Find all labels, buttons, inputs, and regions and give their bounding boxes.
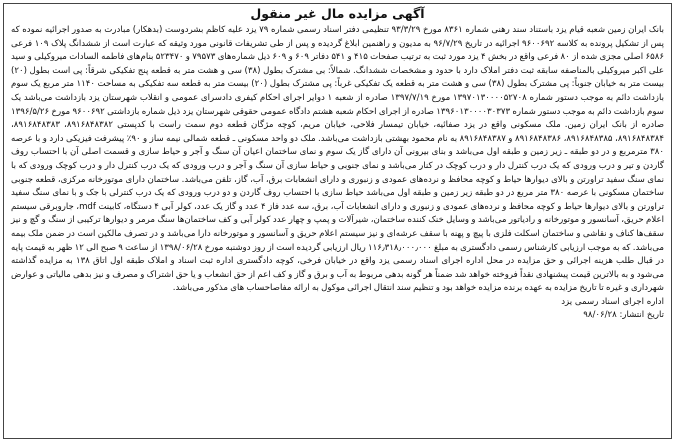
auction-notice — [3, 3, 672, 439]
notice-title: آگهی مزایده مال غیر منقول — [250, 6, 425, 21]
notice-office: اداره اجرای اسناد رسمی یزد — [561, 296, 664, 307]
notice-footer — [4, 296, 671, 323]
notice-date: تاریخ انتشار: ۹۸/۰۶/۲۸ — [583, 310, 664, 321]
notice-body: بانک ایران زمین شعبه قیام یزد باستناد سند رهنی شماره ۸۳۶۱ مورخ ۹۳/۳/۲۹ تنظیمی دفتر اسناد رسمی شماره ۷۹ یزد علیه کاظم بشردوست (بدهکار) مبادرت به صدور اجرائیه نموده که پس از تشکیل پرونده به کلاسه ۹۶۰۰۶۹۲ اجرائیه در تاریخ ۹۶/۷/۲۹ به مدیون و راهنمین ابلاغ گردیده و پس از طی تشریفات قانونی مورد وثیقه که عبارت است از ششدانگ پلاک ۱۰۹ فرعی ۶۵۸۶ اصلی مجزی شده از ۸۰ فرعی واقع در بخش ۴ یزد مورد ثبت به ترتیب صفحات ۴۱۵ و ۵۴۱ دفاتر ۶۰۹ و ۶۰۹ ذیل شماره‌های ۷۹۵۷۳ و ۵۲۳۴۷۰ بنام‌های فاطمه السادات میروکیلی و سید علی اکبر میروکیلی بالمناصفه سابقه ثبت دفتر املاک دارد با حدود و مشخصات ششدانگ. شمالاً: بی مشترک بطول (۳۸) سی و هشت متر به قطعه پنج تفکیکی شرقاً: پی است بطول (۲۰) بیست متر به خیابان جنوباً: پی مشترک بطول (۳۸) سی و هشت متر به قطعه یک تفکیکی غرباً: پی مشترک بطول (۲۰) بیست متر به قطعه سه تفکیکی به مساحت ۱۱۴۰ متر مربع یک سوم بازداشت دائم به موجب دستور شماره ۱۳۹۷۰۱۳۰۰۰۰۵۲۷۰۸ مورخ ۱۳۹۷/۷/۱۹ صادره از شعبه ۱ دوایر اجرای احکام کیفری دادسرای عمومی و انقلاب شهرستان یزد بازداشت می‌باشد یک سوم بازداشت دائم به موجب دستور شماره ۱۳۹۶۰۱۳۰۰۰۰۳۰۳۷۳ صادره از اجرای احکام شعبه هشتم دادگاه عمومی حقوقی شهرستان یزد ذیل شماره بازداشتی ۹۶۰۰۶۹۲ مورخ ۱۳۹۶/۵/۲۶ صادره از بانک ایران زمین. ملک مسکونی واقع در یزد صفائیه، خیابان تیمسار فلاحی، خیابان مریم، کوچه مژگان قطعه دوم سمت راست با کدپستی ۸۹۱۶۸۴۸۳۸۲، ۸۹۱۶۸۴۸۳۸۳، ۸۹۱۶۸۴۸۳۸۴، ۸۹۱۶۸۴۸۳۸۵، ۸۹۱۶۸۴۸۳۸۶ و ۸۹۱۶۸۴۸۳۸۷ به نام محمود بهشتی بازداشت می‌باشد. ملک دو واحد مسکونی ـ قطعه شمالی نیمه ساز و ۹۰٪ پیشرفت فیزیکی دارد و با عرصه ۳۸۰ مترمربع و در دو طبقه ـ زیر زمین و طبقه اول می‌باشد و بنای بیرونی آن دارای گاز یک سوم و نمای ساختمان اعیان آن سنگ و آجر و حیاط سازی و قسمت اصلی آن با احتساب روف گاردن و تیر و درب ورودی که یک درب کنترل دار و درب کوچک در کنار می‌باشد و نمای جنوبی و حیاط سازی آن سنگ و آجر و درب ورودی که یک درب کنترل دار و درب کوچک ورودی که با نمای سنگ سفید تراورتن و بالای دیوارها حیاط و کوچه محافظ و نرده‌های عمودی و زنبوری و دارای انشعابات برق، آب، گاز، تلفن می‌باشد. ساختمان دارای موتورخانه مرکزی، قطعه جنوبی ساختمان مسکونی با عرصه ۳۸۰ متر مربع در دو طبقه زیر زمین و طبقه اول می‌باشد حیاط سازی با احتساب روف گاردن و دو درب ورودی که یک درب کنترلی با جک و با نمای سنگ سفید تراورتن و بالای دیوارها حیاط و کوچه محافظ و نرده‌های عمودی و زنبوری و دارای انشعابات آب، برق، سه عدد فاز ۴ عدد و گاز یک عدد، کولر آبی ۴ دستگاه، کابینت mdf، جاروبرقی سیستم اعلام حریق، آسانسور و موتورخانه و رادیاتور می‌باشد و وسایل خنک کننده ساختمان، شیرآلات و پمپ و چهار عدد کولر آبی و کف ساختمان‌ها سنگ مرمر و دیوارها ترکیبی از سنگ و گچ و نیز سقف‌ها کناف و نقاشی و ساختمان اسکلت فلزی با پیچ و پهنه با سقف عرشه‌ای و نیز سیستم اعلام حریق و آسانسور و موتورخانه دارا می‌باشد و در تصرف مالکین است در ضمن ملک بیمه می‌باشد. که به موجب ارزیابی کارشناس رسمی دادگستری به مبلغ ۱۱۶٫۳۱۸٫۰۰۰٫۰۰۰ ریال ارزیابی گردیده است از روز دوشنبه مورخ ۱۳۹۸/۰۶/۲۸ از ساعت ۹ صبح الی ۱۲ ظهر به قیمت پایه در قبال طلب هزینه اجرائی و حق مزایده در محل اداره اجرای اسناد رسمی یزد واقع در خیابان فرخی، کوچه دادگستری اداره ثبت اسناد و املاک طبقه اول اتاق ۱۳۸ به مزایده گذاشته می‌شود و به بالاترین قیمت پیشنهادی نقداً فروخته خواهد شد ضمناً هر گونه بدهی مربوط به آب و برق و گاز و کف اعم از حق انشعاب و یا حق اشتراک و مصرف و نیز بدهی مالیاتی و عوارض شهرداری و غیره تا تاریخ مزایده به عهده برنده مزایده خواهد بود و تنظیم سند انتقال اجرائی موکول به ارائه مفاصاحساب های مذکور می‌باشد. — [11, 25, 665, 294]
